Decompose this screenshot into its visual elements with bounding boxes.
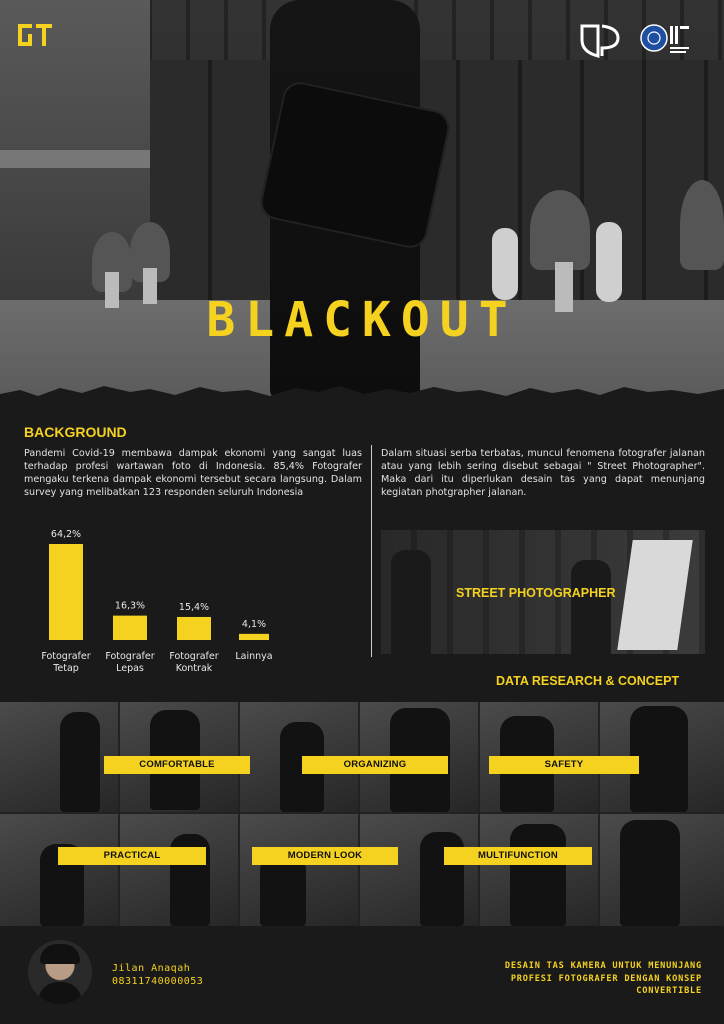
hero-photo: [0, 0, 724, 410]
collage-photo: [240, 814, 358, 926]
tagline-line: CONVERTIBLE: [636, 986, 702, 996]
concept-photo-collage: [0, 702, 724, 926]
gt-logo-icon: [16, 18, 54, 52]
data-research-heading: DATA RESEARCH & CONCEPT: [496, 674, 680, 688]
tag-multifunction: MULTIFUNCTION: [444, 847, 592, 865]
category-label: Fotografer: [41, 651, 91, 662]
bar-value-label: 4,1%: [241, 618, 267, 630]
torn-paper-edge: [0, 380, 724, 420]
its-logo-icon: [640, 16, 692, 60]
project-tagline: [422, 960, 702, 998]
tagline-line: DESAIN TAS KAMERA UNTUK MENUNJANG: [504, 961, 702, 971]
category-label: Lainnya: [235, 651, 273, 662]
category-label: Tetap: [53, 663, 79, 674]
collage-photo: [360, 814, 478, 926]
dp-logo-icon: [578, 22, 622, 60]
bar-1: [49, 544, 83, 640]
designer-name: Jilan Anaqah: [112, 963, 191, 974]
designer-phone: 08311740000053: [112, 976, 204, 987]
avatar: [28, 940, 92, 1004]
category-label: Fotografer: [105, 651, 155, 662]
photographer-figure: [391, 550, 431, 654]
bar-4: [239, 634, 269, 640]
tag-modern-look: MODERN LOOK: [252, 847, 398, 865]
background-right-paragraph: Dalam situasi serba terbatas, muncul fenomena fotografer jalanan atau yang lebih sering disebut sebagai " Street Photographer". Maka dari itu diperlukan desain tas yang dapat menunjang kegiatan photgrapher jalanan.: [381, 448, 705, 498]
tag-practical: PRACTICAL: [58, 847, 206, 865]
tag-organizing: ORGANIZING: [302, 756, 448, 774]
respondent-bar-chart: [40, 520, 330, 690]
collage-photo: [120, 814, 238, 926]
background-heading: BACKGROUND: [24, 424, 127, 440]
bar-value-label: 16,3%: [114, 600, 146, 612]
background-left-paragraph: Pandemi Covid-19 membawa dampak ekonomi yang sangat luas terhadap profesi wartawan foto di Indonesia. 85,4% Fotografer mengaku terkena dampak ekonomi tersebut secara langsung. Dalam survey yang melibatkan 123 responden seluruh Indonesia: [24, 448, 362, 498]
bar-3: [177, 617, 211, 640]
tag-comfortable: COMFORTABLE: [104, 756, 250, 774]
tag-safety: SAFETY: [489, 756, 639, 774]
collage-photo: [480, 814, 598, 926]
column-divider: [371, 445, 372, 657]
category-label: Fotografer: [169, 651, 219, 662]
collage-photo: [600, 814, 724, 926]
bar-2: [113, 616, 147, 640]
collage-photo: [0, 702, 118, 812]
bar-value-label: 64,2%: [50, 529, 82, 540]
photographer-figure: [571, 560, 611, 654]
category-label: Kontrak: [175, 663, 213, 674]
street-photographer-label: STREET PHOTOGRAPHER: [456, 586, 616, 600]
building-canopy: [0, 150, 150, 168]
street-photographer-photo: [381, 530, 705, 654]
plant: [680, 180, 724, 270]
bar-value-label: 15,4%: [178, 601, 210, 613]
category-label: Lepas: [116, 663, 144, 674]
tagline-line: PROFESI FOTOGRAFER DENGAN KONSEP: [510, 973, 702, 984]
poster-title: BLACKOUT: [206, 292, 518, 348]
balloon-column: [596, 222, 622, 302]
plant: [530, 190, 590, 270]
balloon-column: [492, 228, 518, 300]
collage-photo: [0, 814, 118, 926]
reflector-panel: [617, 540, 692, 650]
